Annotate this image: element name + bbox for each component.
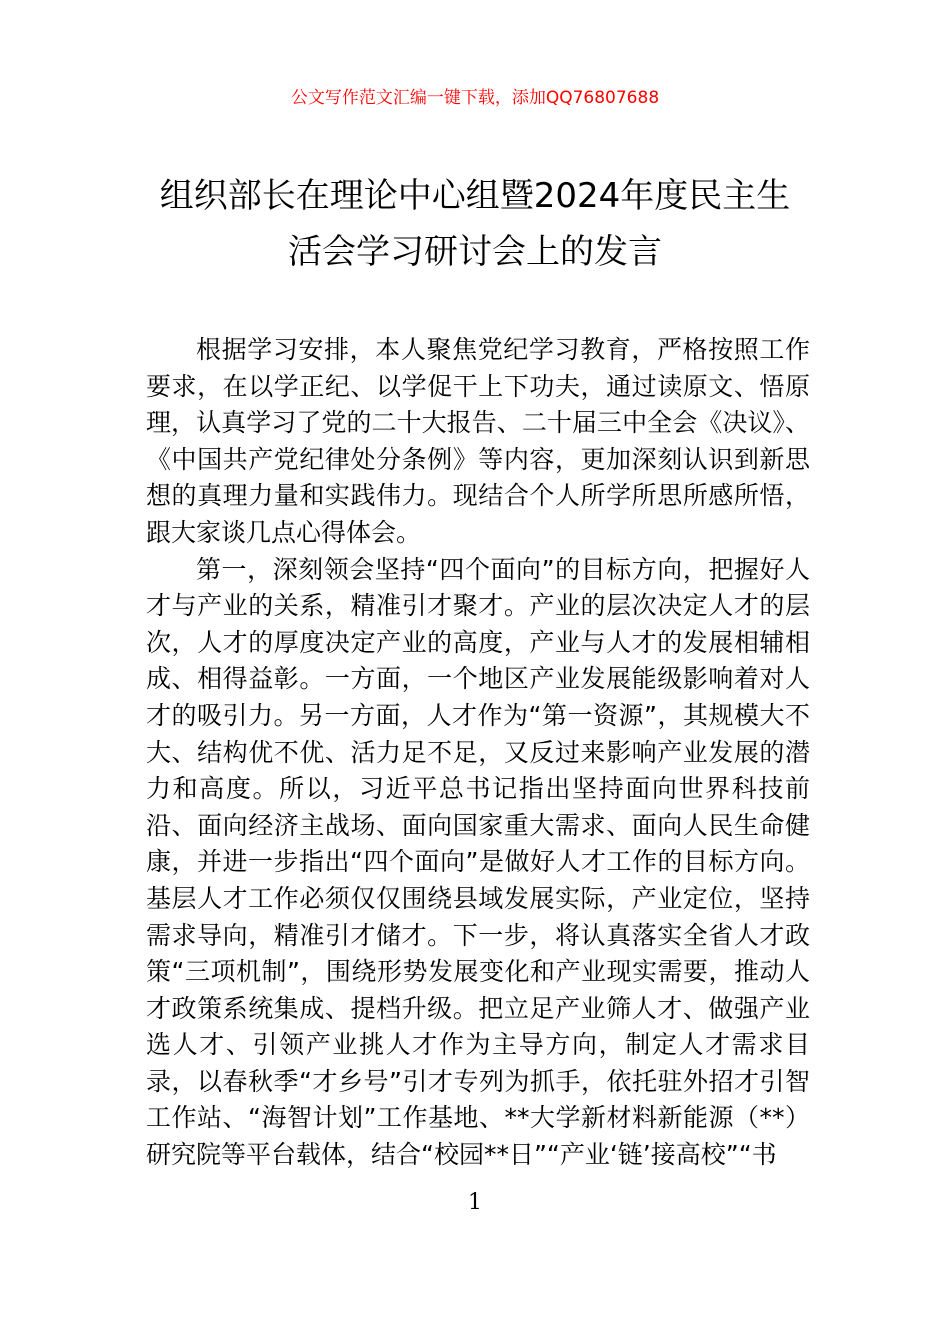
document-body — [146, 332, 810, 1174]
title-line-1: 组织部长在理论中心组暨2024年度民主生 — [159, 176, 791, 216]
header-banner: 公文写作范文汇编一键下载，添加QQ76807688 — [290, 88, 660, 108]
paragraph-first-point: 第一，深刻领会坚持“四个面向”的目标方向，把握好人才与产业的关系，精准引才聚才。产业的层次决定人才的层次，人才的厚度决定产业的高度，产业与人才的发展相辅相成、相得益彰。一方面，一个地区产业发展能级影响着对人才的吸引力。另一方面，人才作为“第一资源”，其规模大不大、结构优不优、活力足不足，又反过来影响产业发展的潜力和高度。所以，习近平总书记指出坚持面向世界科技前沿、面向经济主战场、面向国家重大需求、面向人民生命健康，并进一步指出“四个面向”是做好人才工作的目标方向。基层人才工作必须仅仅围绕县域发展实际，产业定位，坚持需求导向，精准引才储才。下一步，将认真落实全省人才政策“三项机制”，围绕形势发展变化和产业现实需要，推动人才政策系统集成、提档升级。把立足产业筛人才、做强产业选人才、引领产业挑人才作为主导方向，制定人才需求目录，以春秋季“才乡号”引才专列为抓手，依托驻外招才引智工作站、“海智计划”工作基地、**大学新材料新能源（**）研究院等平台载体，结合“校园**日”“产业‘链’接高校”“书 — [146, 554, 810, 1170]
paragraph-intro: 根据学习安排，本人聚焦党纪学习教育，严格按照工作要求，在以学正纪、以学促干上下功夫，通过读原文、悟原理，认真学习了党的二十大报告、二十届三中全会《决议》、《中国共产党纪律处分条例》等内容，更加深刻认识到新思想的真理力量和实践伟力。现结合个人所学所思所感所悟，跟大家谈几点心得体会。 — [146, 335, 810, 547]
page-number: 1 — [468, 1190, 482, 1215]
document-title — [120, 168, 830, 280]
title-line-2: 活会学习研讨会上的发言 — [288, 232, 662, 272]
